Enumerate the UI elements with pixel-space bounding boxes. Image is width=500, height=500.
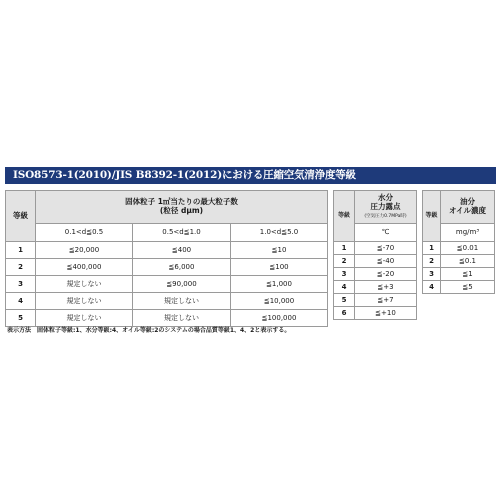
value-cell: ≦90,000 xyxy=(133,276,231,293)
table-row xyxy=(334,242,417,255)
table-row xyxy=(6,276,328,293)
grade-cell: 5 xyxy=(334,294,355,307)
grade-cell: 6 xyxy=(334,307,355,320)
value-cell: ≦-70 xyxy=(355,242,417,255)
value-cell: ≦+3 xyxy=(355,281,417,294)
table-row xyxy=(6,259,328,276)
value-cell: ≦+10 xyxy=(355,307,417,320)
value-cell: ≦10,000 xyxy=(231,293,328,310)
particle-grade-header: 等級 xyxy=(6,191,36,242)
oil-unit-cell: mg/m³ xyxy=(441,224,495,242)
grade-cell: 4 xyxy=(334,281,355,294)
title-banner: ISO8573-1(2010)/JIS B8392-1(2012)における圧縮空気清浄度等級 xyxy=(5,167,496,184)
table-row xyxy=(334,255,417,268)
size-range-cell: 0.5<d≦1.0 xyxy=(133,224,231,242)
value-cell: ≦6,000 xyxy=(133,259,231,276)
water-header xyxy=(355,191,417,224)
oil-grade-header: 等級 xyxy=(423,191,441,242)
oil-table xyxy=(422,190,495,294)
value-cell: ≦+7 xyxy=(355,294,417,307)
value-cell: 規定しない xyxy=(36,276,133,293)
table-row xyxy=(334,294,417,307)
grade-cell: 3 xyxy=(423,268,441,281)
value-cell: ≦1,000 xyxy=(231,276,328,293)
value-cell: ≦0.1 xyxy=(441,255,495,268)
particle-table xyxy=(5,190,328,327)
value-cell: ≦20,000 xyxy=(36,242,133,259)
value-cell: ≦10 xyxy=(231,242,328,259)
table-row xyxy=(6,242,328,259)
oil-header xyxy=(441,191,495,224)
size-range-cell: 0.1<d≦0.5 xyxy=(36,224,133,242)
table-row xyxy=(423,255,495,268)
table-row xyxy=(423,281,495,294)
grade-cell: 1 xyxy=(423,242,441,255)
table-row xyxy=(334,268,417,281)
water-header-line1: 水分 xyxy=(378,193,393,203)
particle-header xyxy=(36,191,328,224)
grade-cell: 5 xyxy=(6,310,36,327)
grade-cell: 3 xyxy=(334,268,355,281)
table-row xyxy=(423,268,495,281)
value-cell: ≦1 xyxy=(441,268,495,281)
grade-cell: 2 xyxy=(6,259,36,276)
value-cell: 規定しない xyxy=(36,310,133,327)
value-cell: ≦-20 xyxy=(355,268,417,281)
grade-cell: 3 xyxy=(6,276,36,293)
water-header-note: (空気圧力0.7MPa時) xyxy=(364,214,407,220)
value-cell: ≦5 xyxy=(441,281,495,294)
value-cell: ≦-40 xyxy=(355,255,417,268)
value-cell: 規定しない xyxy=(36,293,133,310)
grade-cell: 1 xyxy=(334,242,355,255)
particle-header-line1: 固体粒子 1㎥当たりの最大粒子数 xyxy=(125,197,238,207)
table-row xyxy=(6,310,328,327)
value-cell: ≦400,000 xyxy=(36,259,133,276)
oil-header-line1: 油分 xyxy=(460,197,475,207)
value-cell: 規定しない xyxy=(133,310,231,327)
table-row xyxy=(334,307,417,320)
size-range-cell: 1.0<d≦5.0 xyxy=(231,224,328,242)
grade-cell: 1 xyxy=(6,242,36,259)
table-row xyxy=(423,242,495,255)
grade-cell: 2 xyxy=(334,255,355,268)
table-row xyxy=(6,293,328,310)
value-cell: ≦100 xyxy=(231,259,328,276)
grade-cell: 2 xyxy=(423,255,441,268)
footnote: 表示方法 固体粒子等級:1、水分等級:4、オイル等級:2のシステムの場合品質等級1、4、2と表示する。 xyxy=(7,327,291,334)
value-cell: ≦400 xyxy=(133,242,231,259)
grade-cell: 4 xyxy=(6,293,36,310)
water-header-line2: 圧力露点 xyxy=(370,201,401,211)
value-cell: ≦0.01 xyxy=(441,242,495,255)
water-table xyxy=(333,190,417,320)
value-cell: 規定しない xyxy=(133,293,231,310)
oil-header-line2: オイル濃度 xyxy=(448,206,487,215)
grade-cell: 4 xyxy=(423,281,441,294)
value-cell: ≦100,000 xyxy=(231,310,328,327)
table-row xyxy=(334,281,417,294)
particle-header-line2: (粒径 dμm) xyxy=(159,206,204,215)
water-unit-cell: ℃ xyxy=(355,224,417,242)
water-grade-header: 等級 xyxy=(334,191,355,242)
